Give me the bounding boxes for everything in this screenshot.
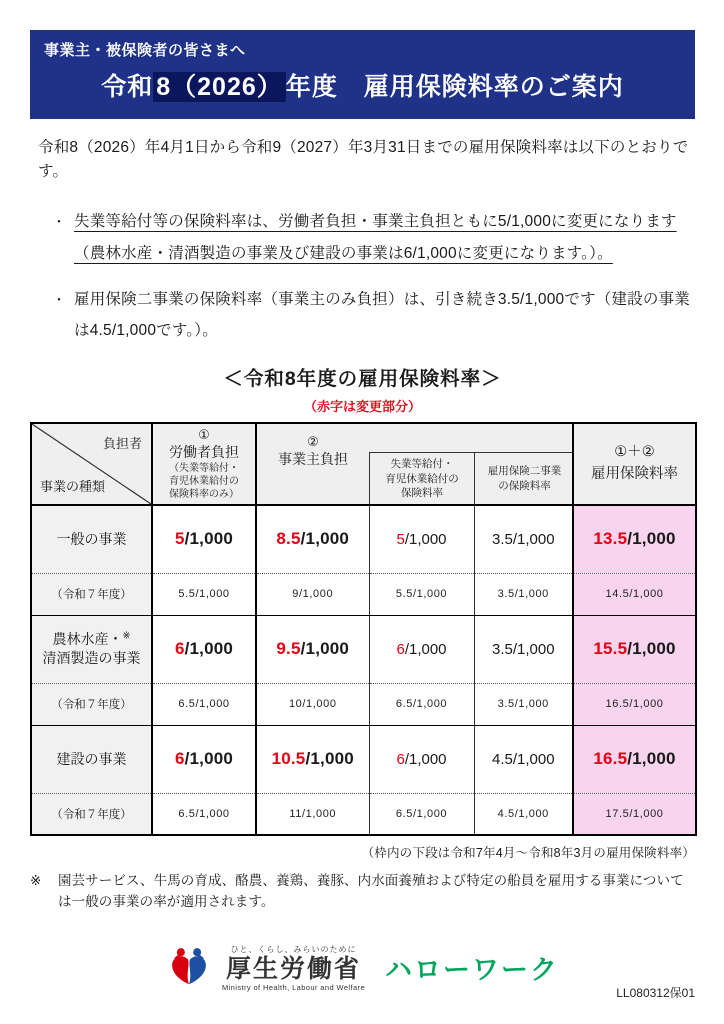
rate-rest: /1,000 — [404, 640, 447, 658]
cell-employer-rate — [256, 725, 369, 793]
header-total-rate — [573, 423, 696, 505]
rate-rest: 4.5/1,000 — [491, 750, 555, 768]
banner-audience: 事業主・被保険者の皆さまへ — [44, 42, 246, 59]
insurance-rates-table — [30, 422, 697, 836]
prev-year-label: （令和７年度） — [31, 683, 152, 725]
red-change-note: （赤字は変更部分） — [303, 399, 421, 415]
worker-subnote-line2: 育児休業給付の — [169, 476, 239, 488]
sub2-line1: 雇用保険二事業 — [487, 465, 562, 478]
worker-burden-subnote — [153, 462, 255, 501]
table-row-agriculture-previous — [31, 683, 696, 725]
footer — [30, 933, 695, 1003]
cell-worker-rate — [152, 505, 256, 573]
rate-rest: /1,000 — [627, 639, 676, 659]
row-label-line1: 一般の事業 — [56, 530, 127, 547]
cell-sub1-rate — [369, 505, 474, 573]
rate-changed: 6 — [396, 640, 405, 658]
worker-subnote-line3: 保険料率のみ） — [169, 489, 239, 501]
table-row-agriculture-current — [31, 615, 696, 683]
prev-year-label: （令和７年度） — [31, 573, 152, 615]
bullet-text-niji-rate: 雇用保険二事業の保険料率（事業主のみ負担）は、引き続き3.5/1,000です（建設の事業は4.5/1,000です。）。 — [74, 290, 690, 340]
cell-sub1-rate — [369, 615, 474, 683]
bullet-text-rate-change: 失業等給付等の保険料率は、労働者負担・事業主負担ともに5/1,000に変更になります（農林水産・清酒製造の事業及び建設の事業は6/1,000に変更になります。）。 — [74, 213, 677, 262]
rate-changed: 16.5 — [593, 749, 628, 769]
cell-employer-rate — [256, 505, 369, 573]
ministry-name-en: Ministry of Health, Labour and Welfare — [221, 983, 366, 993]
rate-rest: /1,000 — [184, 749, 234, 769]
ministry-logotype — [222, 944, 365, 993]
rate-rest: /1,000 — [300, 639, 350, 659]
document-code: LL080312保01 — [616, 985, 695, 1000]
row-label-general — [31, 505, 152, 573]
ministry-tagline: ひと、くらし、みらいのために — [230, 944, 357, 954]
row-label-line2: 清酒製造の事業 — [42, 650, 141, 667]
prev-total-rate: 14.5/1,000 — [573, 573, 696, 615]
table-title: ＜令和8年度の雇用保険料率＞ — [223, 368, 502, 391]
bullet-list — [44, 206, 695, 347]
table-row-general-current — [31, 505, 696, 573]
prev-sub2-rate: 3.5/1,000 — [474, 573, 573, 615]
rate-rest: /1,000 — [627, 529, 676, 549]
table-header-row — [31, 423, 696, 505]
cell-sub2-rate — [474, 615, 573, 683]
row-label-line1: 建設の事業 — [56, 750, 127, 767]
prev-employer-rate: 10/1,000 — [256, 683, 369, 725]
circled-one-plus-two: ①＋② — [614, 444, 655, 461]
cell-worker-rate — [152, 725, 256, 793]
total-rate-label: 雇用保険料率 — [591, 466, 679, 483]
employer-label-text: 事業主負担 — [278, 451, 348, 468]
cell-sub1-rate — [369, 725, 474, 793]
title-suffix: 年度 雇用保険料率のご案内 — [285, 73, 624, 101]
cell-total-rate — [573, 725, 696, 793]
prev-sub2-rate: 4.5/1,000 — [474, 793, 573, 835]
prev-employer-rate: 9/1,000 — [256, 573, 369, 615]
rate-changed: 9.5 — [276, 639, 301, 659]
employer-burden-label — [257, 434, 369, 468]
banner — [30, 30, 695, 119]
sub2-line2: の保険料率 — [498, 479, 551, 492]
sub1-line2: 育児休業給付の — [385, 472, 459, 485]
bullet-dot: ・ — [52, 291, 66, 307]
prev-worker-rate: 5.5/1,000 — [152, 573, 256, 615]
worker-burden-label: 労働者負担 — [169, 444, 239, 461]
corner-label-jigyou-shurui: 事業の種類 — [40, 479, 106, 495]
rate-changed: 10.5 — [271, 749, 306, 769]
header-worker-burden — [152, 423, 256, 505]
prev-year-label: （令和７年度） — [31, 793, 152, 835]
rate-changed: 13.5 — [593, 529, 628, 549]
header-employer-burden — [256, 423, 573, 505]
rate-rest: /1,000 — [300, 529, 350, 549]
rate-rest: /1,000 — [627, 749, 676, 769]
rate-changed: 6 — [174, 639, 185, 659]
prev-sub1-rate: 6.5/1,000 — [369, 793, 474, 835]
cell-worker-rate — [152, 615, 256, 683]
row-label-line1: 農林水産・ — [52, 631, 123, 648]
rate-changed: 15.5 — [593, 639, 628, 659]
prev-employer-rate: 11/1,000 — [256, 793, 369, 835]
list-item — [44, 284, 695, 348]
title-prefix: 令和 — [101, 73, 154, 101]
rate-rest: /1,000 — [404, 750, 447, 768]
kome-mark: ※ — [30, 873, 42, 889]
cell-sub2-rate — [474, 505, 573, 573]
bullet-dot: ・ — [52, 214, 66, 230]
table-row-construction-previous — [31, 793, 696, 835]
rate-rest: 3.5/1,000 — [491, 530, 555, 548]
circled-one: ① — [198, 426, 210, 442]
prev-total-rate: 17.5/1,000 — [573, 793, 696, 835]
rate-changed: 8.5 — [276, 529, 301, 549]
rate-changed: 6 — [174, 749, 185, 769]
rate-changed: 6 — [396, 750, 405, 768]
row-label-agriculture — [31, 615, 152, 683]
list-item — [44, 206, 695, 270]
rate-rest: /1,000 — [305, 749, 354, 769]
table-bracket-note: （枠内の下段は令和7年4月～令和8年3月の雇用保険料率） — [361, 846, 695, 861]
sub1-line1: 失業等給付・ — [390, 458, 454, 471]
rate-rest: /1,000 — [184, 639, 234, 659]
rate-rest: /1,000 — [404, 530, 447, 548]
rate-changed: 5 — [174, 529, 185, 549]
prev-sub1-rate: 6.5/1,000 — [369, 683, 474, 725]
table-row-general-previous — [31, 573, 696, 615]
prev-sub2-rate: 3.5/1,000 — [474, 683, 573, 725]
table-row-construction-current — [31, 725, 696, 793]
rate-rest: 3.5/1,000 — [491, 640, 555, 658]
sub1-line3: 保険料率 — [401, 486, 443, 499]
ministry-name: 厚生労働省 — [225, 954, 361, 983]
rate-changed: 5 — [396, 530, 405, 548]
cell-total-rate — [573, 615, 696, 683]
row-label-sup: ※ — [122, 630, 131, 642]
corner-cell — [31, 423, 152, 505]
prev-worker-rate: 6.5/1,000 — [152, 683, 256, 725]
corner-label-futansha: 負担者 — [102, 436, 142, 452]
intro-paragraph: 令和8（2026）年4月1日から令和9（2027）年3月31日までの雇用保険料率は以下のとおりです。 — [38, 139, 689, 181]
circled-two: ② — [307, 434, 319, 450]
prev-sub1-rate: 5.5/1,000 — [369, 573, 474, 615]
hellowork-logotype: ハローワーク — [385, 955, 560, 986]
worker-subnote-line1: （失業等給付・ — [169, 463, 239, 475]
prev-worker-rate: 6.5/1,000 — [152, 793, 256, 835]
mhlw-logo-icon — [166, 945, 212, 991]
title-highlight: 8（2026） — [153, 72, 286, 102]
cell-employer-rate — [256, 615, 369, 683]
rate-rest: /1,000 — [184, 529, 234, 549]
kome-text: 園芸サービス、牛馬の育成、酪農、養鶏、養豚、内水面養殖および特定の船員を雇用する事業については一般の事業の率が適用されます。 — [58, 873, 684, 910]
prev-total-rate: 16.5/1,000 — [573, 683, 696, 725]
page-title — [44, 67, 681, 103]
header-shitsugyou-kyuufu-rate — [369, 452, 474, 504]
row-label-construction — [31, 725, 152, 793]
kome-footnote — [30, 871, 695, 913]
cell-sub2-rate — [474, 725, 573, 793]
header-nijigyou-rate — [474, 452, 573, 504]
cell-total-rate — [573, 505, 696, 573]
